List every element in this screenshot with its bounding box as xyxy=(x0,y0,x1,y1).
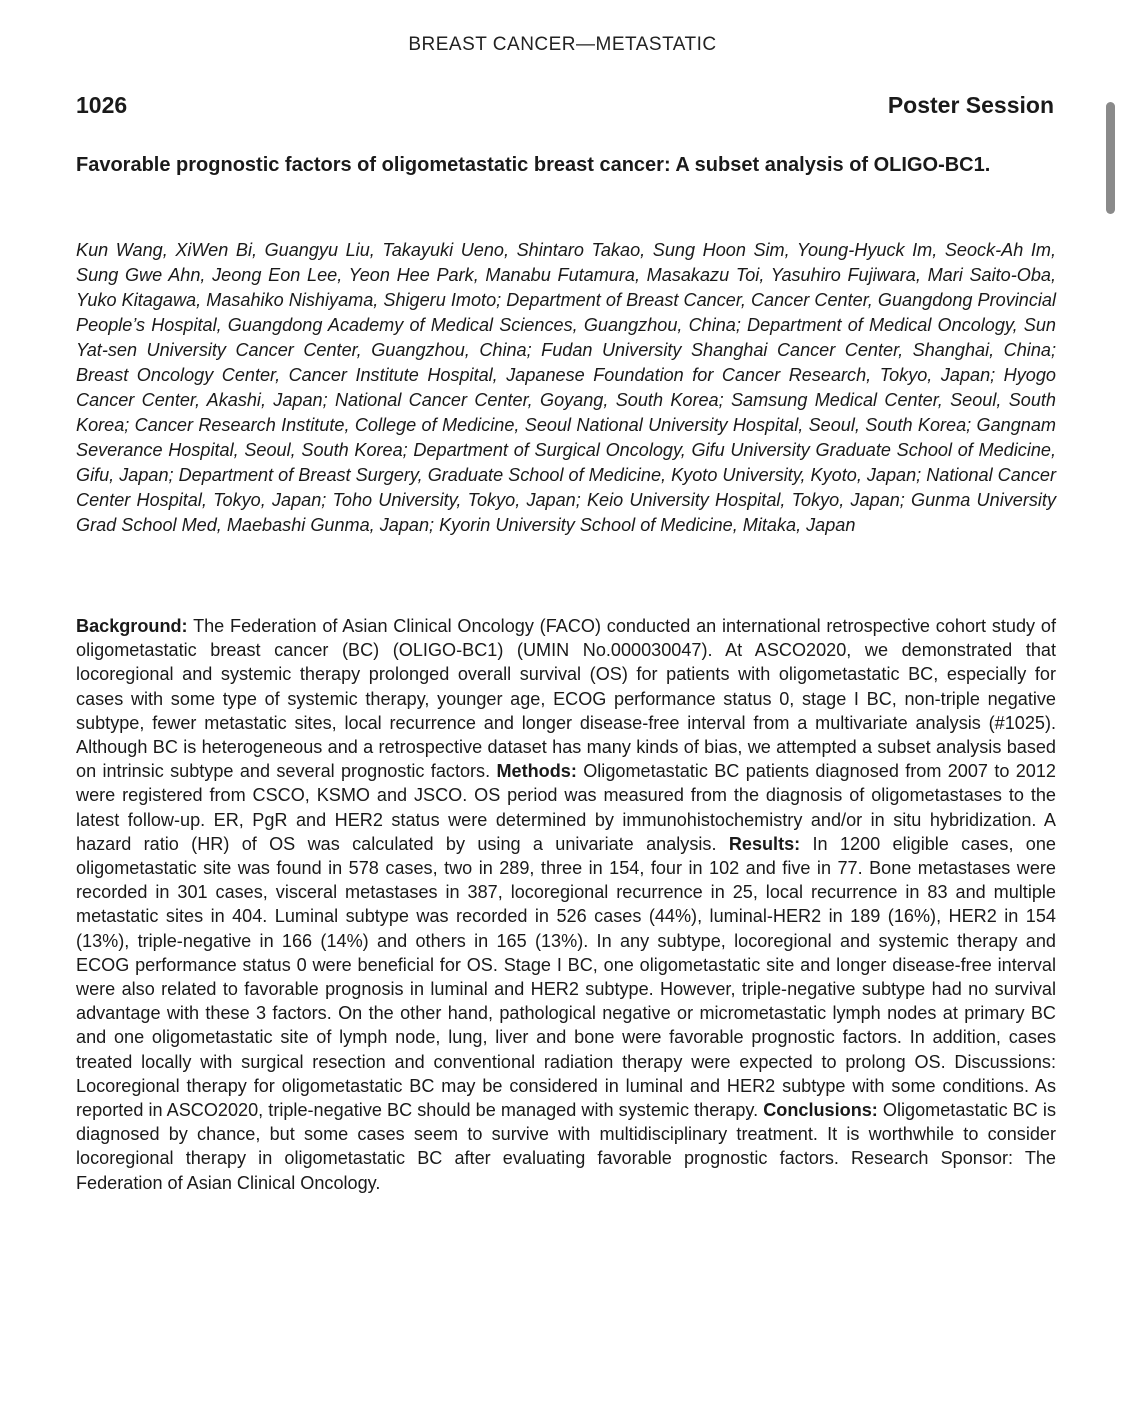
methods-text: Oligometastatic BC patients diagnosed from 2007 to 2012 were registered from CSCO, KSMO and JSCO. OS period was measured from the diagnosis of oligometastases to the latest follow-up. ER, PgR and HER2 status were determined by immunohistochemistry and/or in situ hybridization. A hazard ratio (HR) of OS was calculated by using a univariate analysis. xyxy=(76,761,1056,854)
background-text: The Federation of Asian Clinical Oncology (FACO) conducted an international retrospective cohort study of oligometastatic breast cancer (BC) (OLIGO-BC1) (UMIN No.000030047). At ASCO2020, we demonstrated that locoregional and systemic therapy prolonged overall survival (OS) for patients with oligometastatic BC, especially for cases with some type of systemic therapy, younger age, ECOG performance status 0, stage I BC, non-triple negative subtype, fewer metastatic sites, local recurrence and longer disease-free interval from a multivariate analysis (#1025). Although BC is heterogeneous and a retrospective dataset has many kinds of bias, we attempted a subset analysis based on intrinsic subtype and several prognostic factors. xyxy=(76,616,1056,782)
abstract-header-row xyxy=(76,92,1054,119)
abstract-title: Favorable prognostic factors of oligometastatic breast cancer: A subset analysis of OLIGO-BC1. xyxy=(76,154,991,176)
background-label: Background: xyxy=(76,616,188,636)
results-text: In 1200 eligible cases, one oligometastatic site was found in 578 cases, two in 289, three in 154, four in 102 and five in 77. Bone metastases were recorded in 301 cases, visceral metastases in 387, locoregional recurrence in 25, local recurrence in 83 and multiple metastatic sites in 404. Luminal subtype was recorded in 526 cases (44%), luminal-HER2 in 189 (16%), HER2 in 154 (13%), triple-negative in 166 (14%) and others in 165 (13%). In any subtype, locoregional and systemic therapy and ECOG performance status 0 were beneficial for OS. Stage I BC, one oligometastatic site and longer disease-free interval were also related to favorable prognosis in luminal and HER2 subtype. However, triple-negative subtype had no survival advantage with these 3 factors. On the other hand, pathological negative or micrometastatic lymph nodes at primary BC and one oligometastatic site of lymph node, lung, liver and bone were favorable prognostic factors. In addition, cases treated locally with surgical resection and conventional radiation therapy were expected to prolong OS. Discussions: Locoregional therapy for oligometastatic BC may be considered in luminal and HER2 subtype with some conditions. As reported in ASCO2020, triple-negative BC should be managed with systemic therapy. xyxy=(76,833,1056,1121)
conclusions-text: Oligometastatic BC is diagnosed by chance, but some cases seem to survive with multidisciplinary treatment. It is worthwhile to consider locoregional therapy in oligometastatic BC after evaluating favorable prognostic factors. Research Sponsor: The Federation of Asian Clinical Oncology. xyxy=(76,1100,1056,1193)
session-type: Poster Session xyxy=(887,92,1054,118)
abstract-body xyxy=(76,614,1056,1195)
results-label: Results: xyxy=(728,833,801,854)
vertical-scrollbar-thumb[interactable] xyxy=(1106,102,1115,214)
author-affiliations: Kun Wang, XiWen Bi, Guangyu Liu, Takayuki Ueno, Shintaro Takao, Sung Hoon Sim, Young-Hyuck Im, Seock-Ah Im, Sung Gwe Ahn, Jeong Eon Lee, Yeon Hee Park, Manabu Futamura, Masakazu Toi, Yasuhiro Fujiwara, Mari Saito-Oba, Yuko Kitagawa, Masahiko Nishiyama, Shigeru Imoto; Department of Breast Cancer, Cancer Center, Guangdong Provincial People’s Hospital, Guangdong Academy of Medical Sciences, Guangzhou, China; Department of Medical Oncology, Sun Yat-sen University Cancer Center, Guangzhou, China; Fudan University Shanghai Cancer Center, Shanghai, China; Breast Oncology Center, Cancer Institute Hospital, Japanese Foundation for Cancer Research, Tokyo, Japan; Hyogo Cancer Center, Akashi, Japan; National Cancer Center, Goyang, South Korea; Samsung Medical Center, Seoul, South Korea; Cancer Research Institute, College of Medicine, Seoul National University Hospital, Seoul, South Korea; Gangnam Severance Hospital, Seoul, South Korea; Department of Surgical Oncology, Gifu University Graduate School of Medicine, Gifu, Japan; Department of Breast Surgery, Graduate School of Medicine, Kyoto University, Kyoto, Japan; National Cancer Center Hospital, Tokyo, Japan; Toho University, Tokyo, Japan; Keio University Hospital, Tokyo, Japan; Gunma University Grad School Med, Maebashi Gunma, Japan; Kyorin University School of Medicine, Mitaka, Japan xyxy=(76,240,1056,535)
section-header: BREAST CANCER—METASTATIC xyxy=(408,34,717,55)
methods-label: Methods: xyxy=(496,761,577,782)
conclusions-label: Conclusions: xyxy=(763,1100,878,1121)
abstract-number: 1026 xyxy=(76,92,128,118)
